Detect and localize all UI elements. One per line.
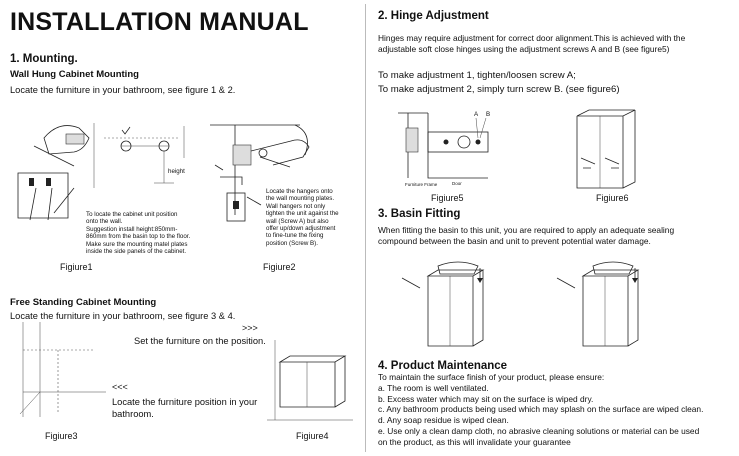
figure2-note-line: tighten the unit against the (266, 210, 339, 218)
figure1-note-line: inside the side panels of the cabinet. (86, 248, 187, 256)
figure5-door-label: Door (452, 181, 462, 186)
figure2-note-line: position (Screw B). (266, 239, 318, 247)
figure2-note (266, 188, 339, 247)
figure1-note (86, 211, 190, 255)
free-standing-heading: Free Standing Cabinet Mounting (10, 297, 157, 308)
hinge-adjustments (378, 69, 620, 97)
figure5-frame-label: Furniture Frame (405, 182, 438, 187)
figure5-label-a: A (474, 111, 479, 118)
locate-furniture-line: Locate the furniture position in your (112, 397, 258, 407)
figure6-illustration (575, 108, 637, 190)
wall-hung-text: Locate the furniture in your bathroom, see figure 1 & 2. (10, 85, 236, 95)
figure1-height-label: height (168, 168, 185, 175)
hinge-adjustment-1: To make adjustment 1, tighten/loosen screw A; (378, 70, 576, 81)
basin-figure-left (400, 258, 500, 353)
wall-hung-heading: Wall Hung Cabinet Mounting (10, 69, 139, 80)
figure5-caption: Figiure5 (431, 193, 464, 203)
maintenance-item: c. Any bathroom products being used which may splash on the surface are wiped clean. (378, 404, 704, 415)
basin-text-line: When fitting the basin to this unit, you are required to apply an adequate sealing (378, 225, 675, 235)
figure5-illustration (398, 108, 498, 188)
figure1-note-line: onto the wall. (86, 218, 123, 226)
column-divider (365, 4, 366, 452)
arrow-left-mark: <<< (112, 382, 128, 392)
figure3-caption: Figiure3 (45, 431, 78, 441)
figure4-illustration (265, 340, 355, 425)
maintenance-item: b. Excess water which may sit on the surface is wiped dry. (378, 393, 594, 404)
figure2-note-line: Wall hangers not only (266, 202, 326, 210)
figure3-illustration (18, 322, 110, 422)
hinge-heading: 2. Hinge Adjustment (378, 10, 489, 22)
figure1-caption: Figiure1 (60, 262, 93, 272)
manual-title: INSTALLATION MANUAL (10, 8, 309, 36)
locate-furniture-text (112, 396, 257, 420)
maintenance-item: a. The room is well ventilated. (378, 382, 489, 393)
figure1-note-line: 860mm from the basin top to the floor. (86, 233, 191, 241)
figure6-caption: Figiure6 (596, 193, 629, 203)
basin-text-line: compound between the basin and unit to prevent potential water damage. (378, 236, 651, 246)
figure2-note-line: Locate the hangers onto (266, 188, 333, 195)
basin-figure-right (555, 258, 655, 353)
figure2-note-line: the wall mounting plates. (266, 195, 335, 203)
maintenance-heading: 4. Product Maintenance (378, 360, 508, 372)
figure5-label-b: B (486, 111, 491, 118)
figure2-note-line: offer up/down adjustment (266, 225, 336, 233)
hinge-text (378, 33, 685, 55)
maintenance-item: on the product, as this will invalidate your guarantee (378, 436, 571, 447)
locate-furniture-line: bathroom. (112, 409, 154, 419)
figure2-caption: Figiure2 (263, 262, 296, 272)
hinge-text-line: Hinges may require adjustment for correct door alignment.This is achieved with the (378, 33, 686, 43)
free-standing-text: Locate the furniture in your bathroom, see figure 3 & 4. (10, 311, 236, 321)
mounting-heading: 1. Mounting. (10, 53, 78, 65)
maintenance-item: d. Any soap residue is wiped clean. (378, 415, 509, 426)
figure2-note-line: to fine-tune the fixing (266, 232, 324, 240)
figure1-note-line: Suggestion install height:850mm- (86, 225, 178, 233)
figure1-note-line: To locate the cabinet unit position (86, 211, 178, 218)
figure2-note-line: wall (Screw A) but also (266, 217, 329, 225)
hinge-adjustment-2: To make adjustment 2, simply turn screw B. (see figure6) (378, 84, 620, 95)
maintenance-intro: To maintain the surface finish of your product, please ensure: (378, 372, 605, 382)
figure4-caption: Figiure4 (296, 431, 329, 441)
basin-text (378, 225, 674, 247)
basin-heading: 3. Basin Fitting (378, 208, 461, 220)
maintenance-item: e. Use only a clean damp cloth, no abrasive cleaning solutions or material can be used (378, 425, 700, 436)
figure1-note-line: Make sure the mounting matel plates (86, 240, 188, 248)
arrow-right-mark: >>> (242, 323, 258, 333)
hinge-text-line: adjustable soft close hinges using the adjustment screws A and B (see figure5) (378, 44, 670, 54)
maintenance-list (378, 372, 703, 448)
set-furniture-text: Set the furniture on the position. (134, 336, 266, 346)
